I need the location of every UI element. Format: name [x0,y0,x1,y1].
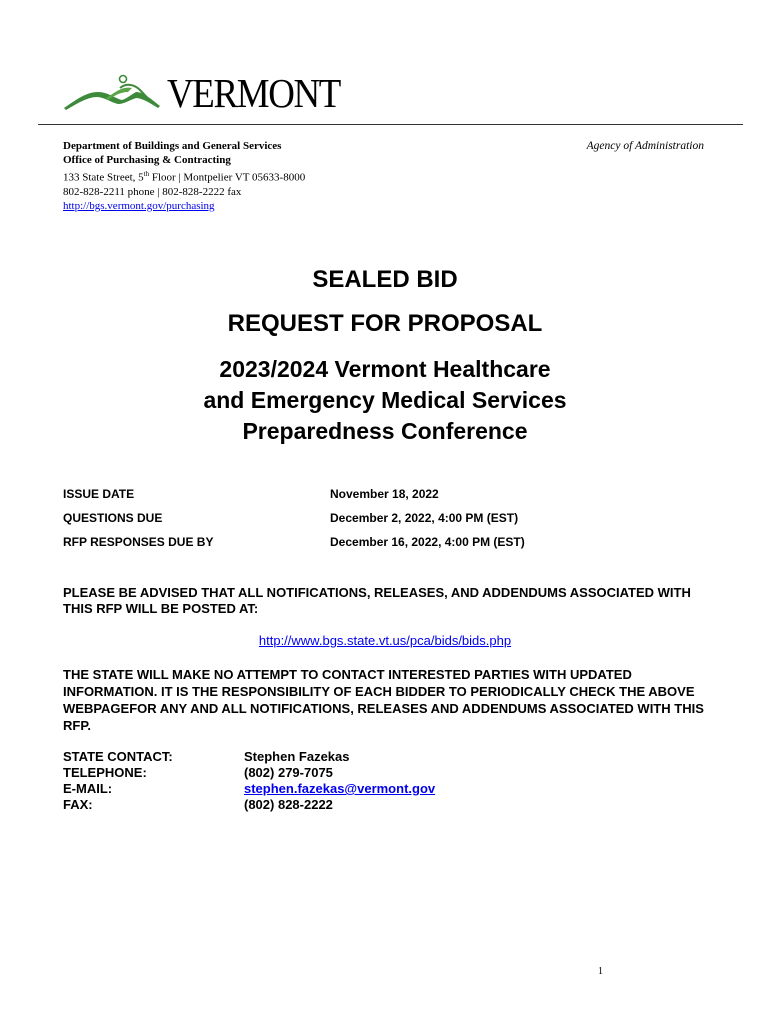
phone-fax: 802-828-2211 phone | 802-828-2222 fax [63,185,242,198]
purchasing-website-link[interactable]: http://bgs.vermont.gov/purchasing [63,199,215,212]
office-name: Office of Purchasing & Contracting [63,154,231,166]
title-conference: 2023/2024 Vermont Healthcare and Emergency Medical Services Preparedness Conference [203,356,567,444]
address: 133 State Street, 5th Floor | Montpelier VT 05633-8000 [63,170,306,184]
notice-text: THE STATE WILL MAKE NO ATTEMPT TO CONTACT INTERESTED PARTIES WITH UPDATED INFORMATION. IT IS THE RESPONSIBILITY OF EACH BIDDER TO PERIODICALLY CHECK THE ABOVE WEBPAGEFOR ANY AND ALL NOTIFICATIONS, RELEASES AND ADDENDUMS ASSOCIATED WITH THIS RFP. [63,667,704,733]
email-link[interactable]: stephen.fazekas@vermont.gov [244,781,436,796]
bids-url-link[interactable]: http://www.bgs.state.vt.us/pca/bids/bids.php [258,633,512,648]
header-divider [38,124,743,125]
title-sealed-bid: SEALED BID [312,266,458,293]
agency-name: Agency of Administration [586,140,704,152]
title-rfp: REQUEST FOR PROPOSAL [227,310,543,337]
department-name: Department of Buildings and General Services [63,140,282,152]
logo-wordmark: VERMONT [167,70,340,116]
advisory-text: PLEASE BE ADVISED THAT ALL NOTIFICATIONS, RELEASES, AND ADDENDUMS ASSOCIATED WITH THIS RFP WILL BE POSTED AT: [63,585,691,616]
page-number: 1 [598,966,603,977]
department-block [63,139,305,213]
